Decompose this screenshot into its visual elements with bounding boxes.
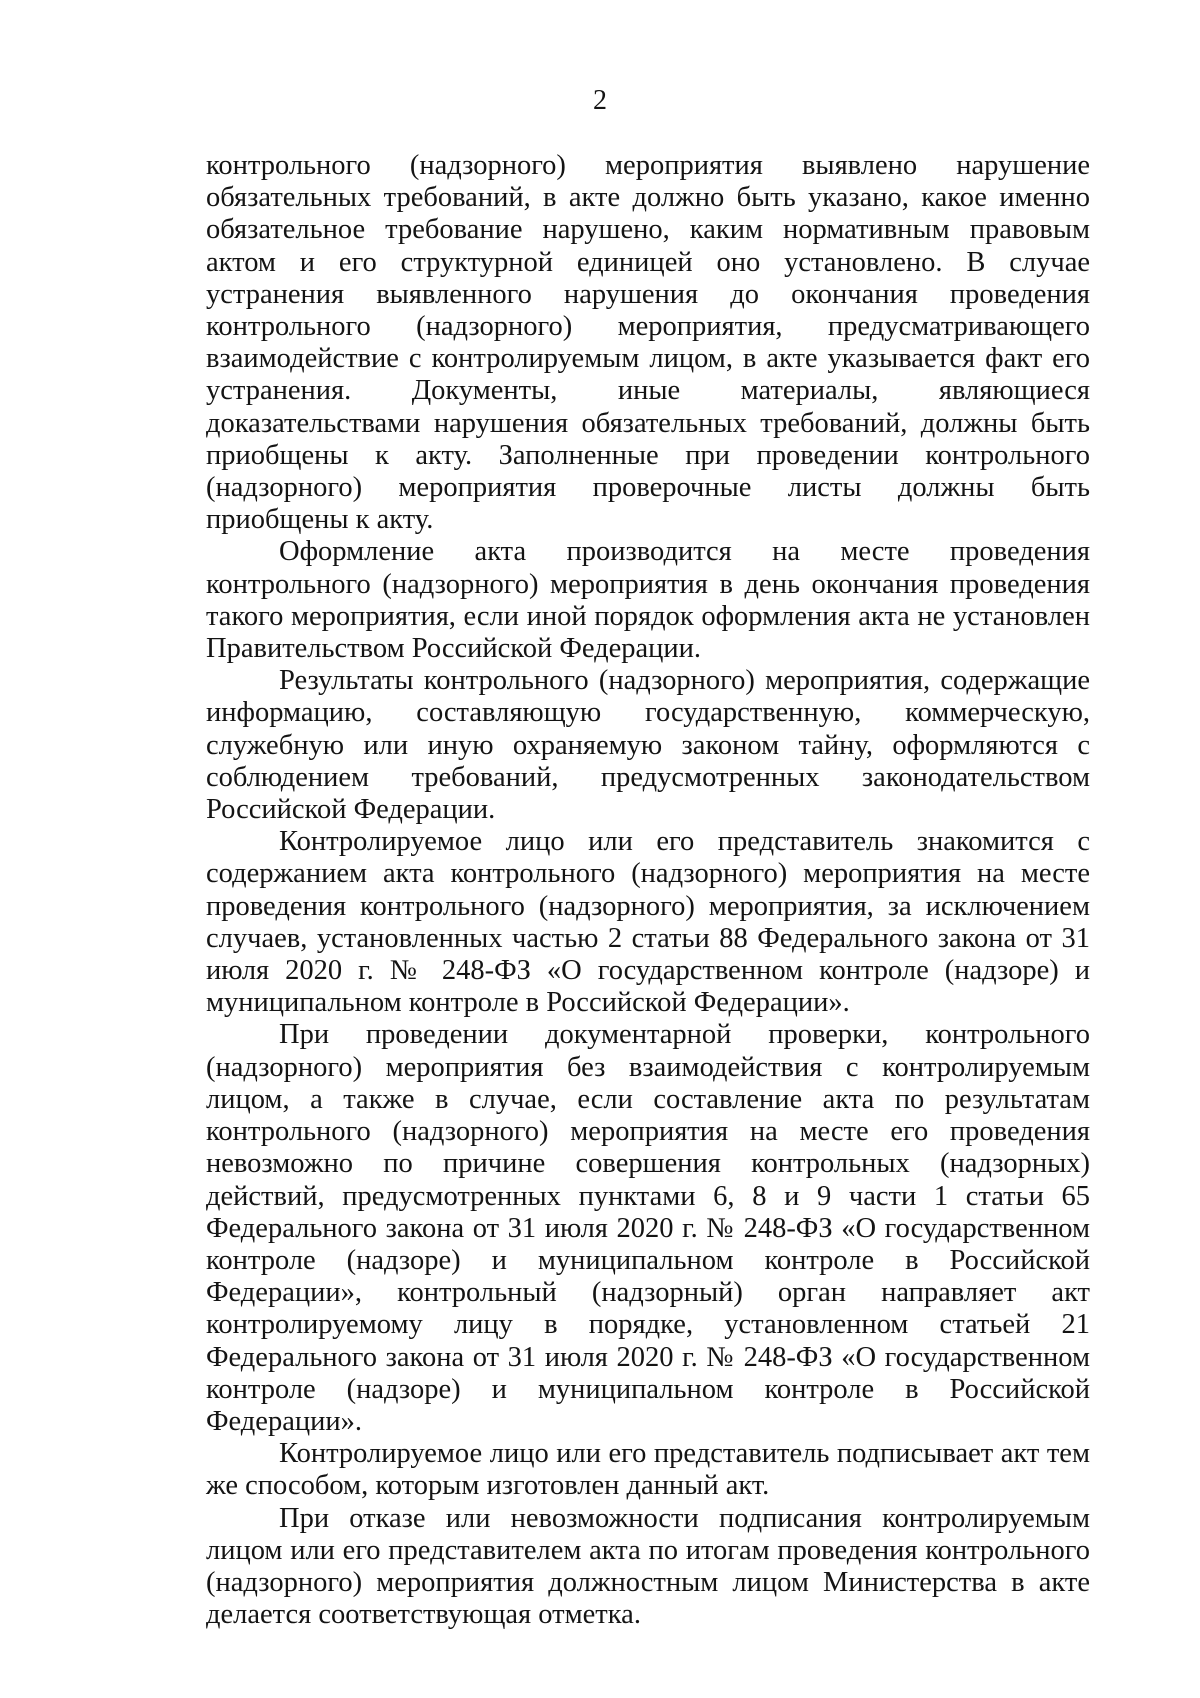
page-number: 2 <box>593 85 607 116</box>
paragraph-signing: Контролируемое лицо или его представитель подписывает акт тем же способом, которым изготовлен данный акт. <box>206 1438 1090 1502</box>
paragraph-act-sending: При проведении документарной проверки, контрольного (надзорного) мероприятия без взаимодействия с контролируемым лицом, а также в случае, если составление акта по результатам контрольного (надзорного) мероприятия на месте его проведения невозможно по причине совершения контрольных (надзорных) действий, предусмотренных пунктами 6, 8 и 9 части 1 статьи 65 Федерального закона от 31 июля 2020 г. № 248-ФЗ «О государственном контроле (надзоре) и муниципальном контроле в Российской Федерации», контрольный (надзорный) орган направляет акт контролируемому лицу в порядке, установленном статьей 21 Федерального закона от 31 июля 2020 г. № 248-ФЗ «О государственном контроле (надзоре) и муниципальном контроле в Российской Федерации». <box>206 1019 1090 1437</box>
paragraph-act-execution: Оформление акта производится на месте проведения контрольного (надзорного) мероприятия в день окончания проведения такого мероприятия, если иной порядок оформления акта не установлен Правительством Российской Федерации. <box>206 536 1090 665</box>
paragraph-confidential-results: Результаты контрольного (надзорного) мероприятия, содержащие информацию, составляющую государственную, коммерческую, служебную или иную охраняемую законом тайну, оформляются с соблюдением требований, предусмотренных законодательством Российской Федерации. <box>206 665 1090 826</box>
document-body <box>206 150 1090 1631</box>
paragraph-familiarization: Контролируемое лицо или его представитель знакомится с содержанием акта контрольного (надзорного) мероприятия на месте проведения контрольного (надзорного) мероприятия, за исключением случаев, установленных частью 2 статьи 88 Федерального закона от 31 июля 2020 г. № 248-ФЗ «О государственном контроле (надзоре) и муниципальном контроле в Российской Федерации». <box>206 826 1090 1019</box>
paragraph-continuation: контрольного (надзорного) мероприятия выявлено нарушение обязательных требований, в акте должно быть указано, какое именно обязательное требование нарушено, каким нормативным правовым актом и его структурной единицей оно установлено. В случае устранения выявленного нарушения до окончания проведения контрольного (надзорного) мероприятия, предусматривающего взаимодействие с контролируемым лицом, в акте указывается факт его устранения. Документы, иные материалы, являющиеся доказательствами нарушения обязательных требований, должны быть приобщены к акту. Заполненные при проведении контрольного (надзорного) мероприятия проверочные листы должны быть приобщены к акту. <box>206 150 1090 536</box>
paragraph-refusal: При отказе или невозможности подписания контролируемым лицом или его представителем акта по итогам проведения контрольного (надзорного) мероприятия должностным лицом Министерства в акте делается соответствующая отметка. <box>206 1502 1090 1631</box>
